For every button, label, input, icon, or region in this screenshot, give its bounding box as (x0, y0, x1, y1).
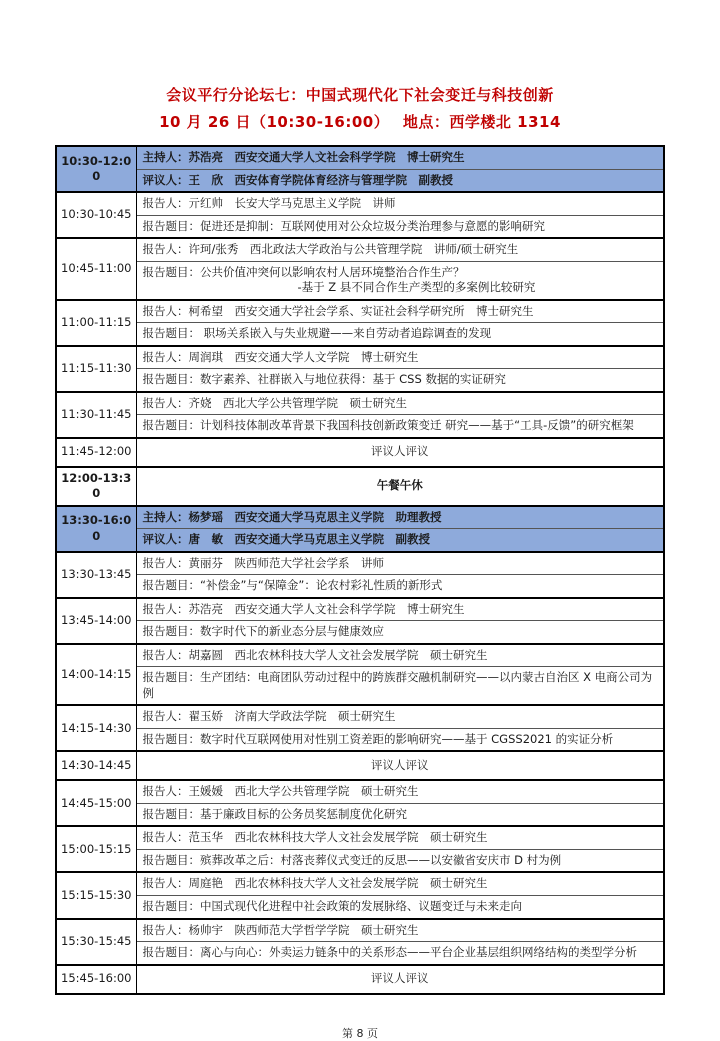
page-title: 会议平行分论坛七：中国式现代化下社会变迁与科技创新 (166, 86, 554, 104)
topic-line2: -基于 Z 县不同合作生产类型的多案例比较研究 (297, 280, 536, 295)
time-cell: 13:30-16:00 (56, 506, 136, 552)
time-cell: 12:00-13:30 (56, 467, 136, 506)
topic-cell: 报告题目：促进还是抑制：互联网使用对公众垃圾分类治理参与意愿的影响研究 (136, 215, 664, 238)
review-cell: 评议人评议 (136, 438, 664, 467)
topic-cell (136, 261, 664, 300)
topic-cell: 报告题目：离心与向心：外卖运力链条中的关系形态——平台企业基层组织网络结构的类型学分析 (136, 942, 664, 965)
time-cell: 10:30-10:45 (56, 192, 136, 238)
talk-row (56, 238, 664, 261)
schedule-table (55, 145, 665, 995)
talk-row (56, 300, 664, 323)
time-cell: 15:45-16:00 (56, 965, 136, 994)
topic-cell: 报告题目：殡葬改革之后：村落丧葬仪式变迁的反思——以安徽省安庆市 D 村为例 (136, 849, 664, 872)
speaker-cell: 报告人：范玉华 西北农林科技大学人文社会发展学院 硕士研究生 (136, 826, 664, 849)
speaker-cell: 报告人：苏浩亮 西安交通大学人文社会科学学院 博士研究生 (136, 598, 664, 621)
talk-row (56, 667, 664, 706)
speaker-cell: 报告人：胡嘉圆 西北农林科技大学人文社会发展学院 硕士研究生 (136, 644, 664, 667)
review-row (56, 751, 664, 780)
reviewer-cell: 评议人：王 欣 西安体育学院体育经济与管理学院 副教授 (136, 169, 664, 192)
topic-cell: 报告题目：中国式现代化进程中社会政策的发展脉络、议题变迁与未来走向 (136, 895, 664, 918)
talk-row (56, 826, 664, 849)
talk-row (56, 872, 664, 895)
talk-row (56, 780, 664, 803)
time-cell: 14:45-15:00 (56, 780, 136, 826)
talk-row (56, 895, 664, 918)
session-chair-row (56, 146, 664, 169)
speaker-cell: 报告人：王媛媛 西北大学公共管理学院 硕士研究生 (136, 780, 664, 803)
topic-cell: 报告题目：生产团结：电商团队劳动过程中的跨族群交融机制研究——以内蒙古自治区 X 电商公司为例 (136, 667, 664, 706)
talk-row (56, 346, 664, 369)
speaker-cell: 报告人：翟玉娇 济南大学政法学院 硕士研究生 (136, 705, 664, 728)
session-chair-row (56, 169, 664, 192)
talk-row (56, 849, 664, 872)
talk-row (56, 369, 664, 392)
time-cell: 11:15-11:30 (56, 346, 136, 392)
review-cell: 评议人评议 (136, 751, 664, 780)
time-cell: 15:00-15:15 (56, 826, 136, 872)
topic-cell: 报告题目：数字时代互联网使用对性别工资差距的影响研究——基于 CGSS2021 的实证分析 (136, 728, 664, 751)
talk-row (56, 575, 664, 598)
talk-row (56, 392, 664, 415)
page-subtitle: 10 月 26 日（10:30-16:00） 地点：西学楼北 1314 (159, 112, 561, 131)
page-number: 第 8 页 (342, 1026, 378, 1040)
speaker-cell: 报告人：周润琪 西安交通大学人文学院 博士研究生 (136, 346, 664, 369)
time-cell: 14:30-14:45 (56, 751, 136, 780)
topic-cell: 报告题目：“补偿金”与“保障金”：论农村彩礼性质的新形式 (136, 575, 664, 598)
session-chair-row (56, 506, 664, 529)
topic-cell: 报告题目：数字素养、社群嵌入与地位获得：基于 CSS 数据的实证研究 (136, 369, 664, 392)
talk-row (56, 415, 664, 438)
host-cell: 主持人：苏浩亮 西安交通大学人文社会科学学院 博士研究生 (136, 146, 664, 169)
review-row (56, 965, 664, 994)
time-cell: 14:00-14:15 (56, 644, 136, 706)
topic-line1: 报告题目：公共价值冲突何以影响农村人居环境整治合作生产？ (142, 264, 465, 279)
speaker-cell: 报告人：许珂/张秀 西北政法大学政治与公共管理学院 讲师/硕士研究生 (136, 238, 664, 261)
review-cell: 评议人评议 (136, 965, 664, 994)
time-cell: 13:30-13:45 (56, 552, 136, 598)
time-cell: 14:15-14:30 (56, 705, 136, 751)
speaker-cell: 报告人：周庭艳 西北农林科技大学人文社会发展学院 硕士研究生 (136, 872, 664, 895)
topic-cell: 报告题目：数字时代下的新业态分层与健康效应 (136, 621, 664, 644)
lunch-cell: 午餐午休 (136, 467, 664, 506)
time-cell: 15:30-15:45 (56, 919, 136, 965)
topic-cell: 报告题目： 职场关系嵌入与失业规避——来自劳动者追踪调查的发现 (136, 323, 664, 346)
topic-cell: 报告题目：计划科技体制改革背景下我国科技创新政策变迁 研究——基于“工具-反馈”的研究框架 (136, 415, 664, 438)
time-cell: 11:30-11:45 (56, 392, 136, 438)
talk-row (56, 705, 664, 728)
talk-row (56, 598, 664, 621)
review-row (56, 438, 664, 467)
talk-row (56, 261, 664, 300)
talk-row (56, 323, 664, 346)
time-cell: 10:45-11:00 (56, 238, 136, 300)
time-cell: 15:15-15:30 (56, 872, 136, 918)
session-chair-row (56, 529, 664, 552)
talk-row (56, 621, 664, 644)
time-cell: 13:45-14:00 (56, 598, 136, 644)
talk-row (56, 942, 664, 965)
lunch-row (56, 467, 664, 506)
time-cell: 11:45-12:00 (56, 438, 136, 467)
time-cell: 10:30-12:00 (56, 146, 136, 192)
host-cell: 主持人：杨梦瑶 西安交通大学马克思主义学院 助理教授 (136, 506, 664, 529)
talk-row (56, 644, 664, 667)
speaker-cell: 报告人：黄丽芬 陕西师范大学社会学系 讲师 (136, 552, 664, 575)
speaker-cell: 报告人：柯希望 西安交通大学社会学系、实证社会科学研究所 博士研究生 (136, 300, 664, 323)
talk-row (56, 803, 664, 826)
talk-row (56, 919, 664, 942)
talk-row (56, 215, 664, 238)
reviewer-cell: 评议人：唐 敏 西安交通大学马克思主义学院 副教授 (136, 529, 664, 552)
talk-row (56, 728, 664, 751)
topic-cell: 报告题目：基于廉政目标的公务员奖惩制度优化研究 (136, 803, 664, 826)
speaker-cell: 报告人：齐娆 西北大学公共管理学院 硕士研究生 (136, 392, 664, 415)
speaker-cell: 报告人：杨帅宇 陕西师范大学哲学学院 硕士研究生 (136, 919, 664, 942)
speaker-cell: 报告人：亓红帅 长安大学马克思主义学院 讲师 (136, 192, 664, 215)
talk-row (56, 192, 664, 215)
talk-row (56, 552, 664, 575)
time-cell: 11:00-11:15 (56, 300, 136, 346)
